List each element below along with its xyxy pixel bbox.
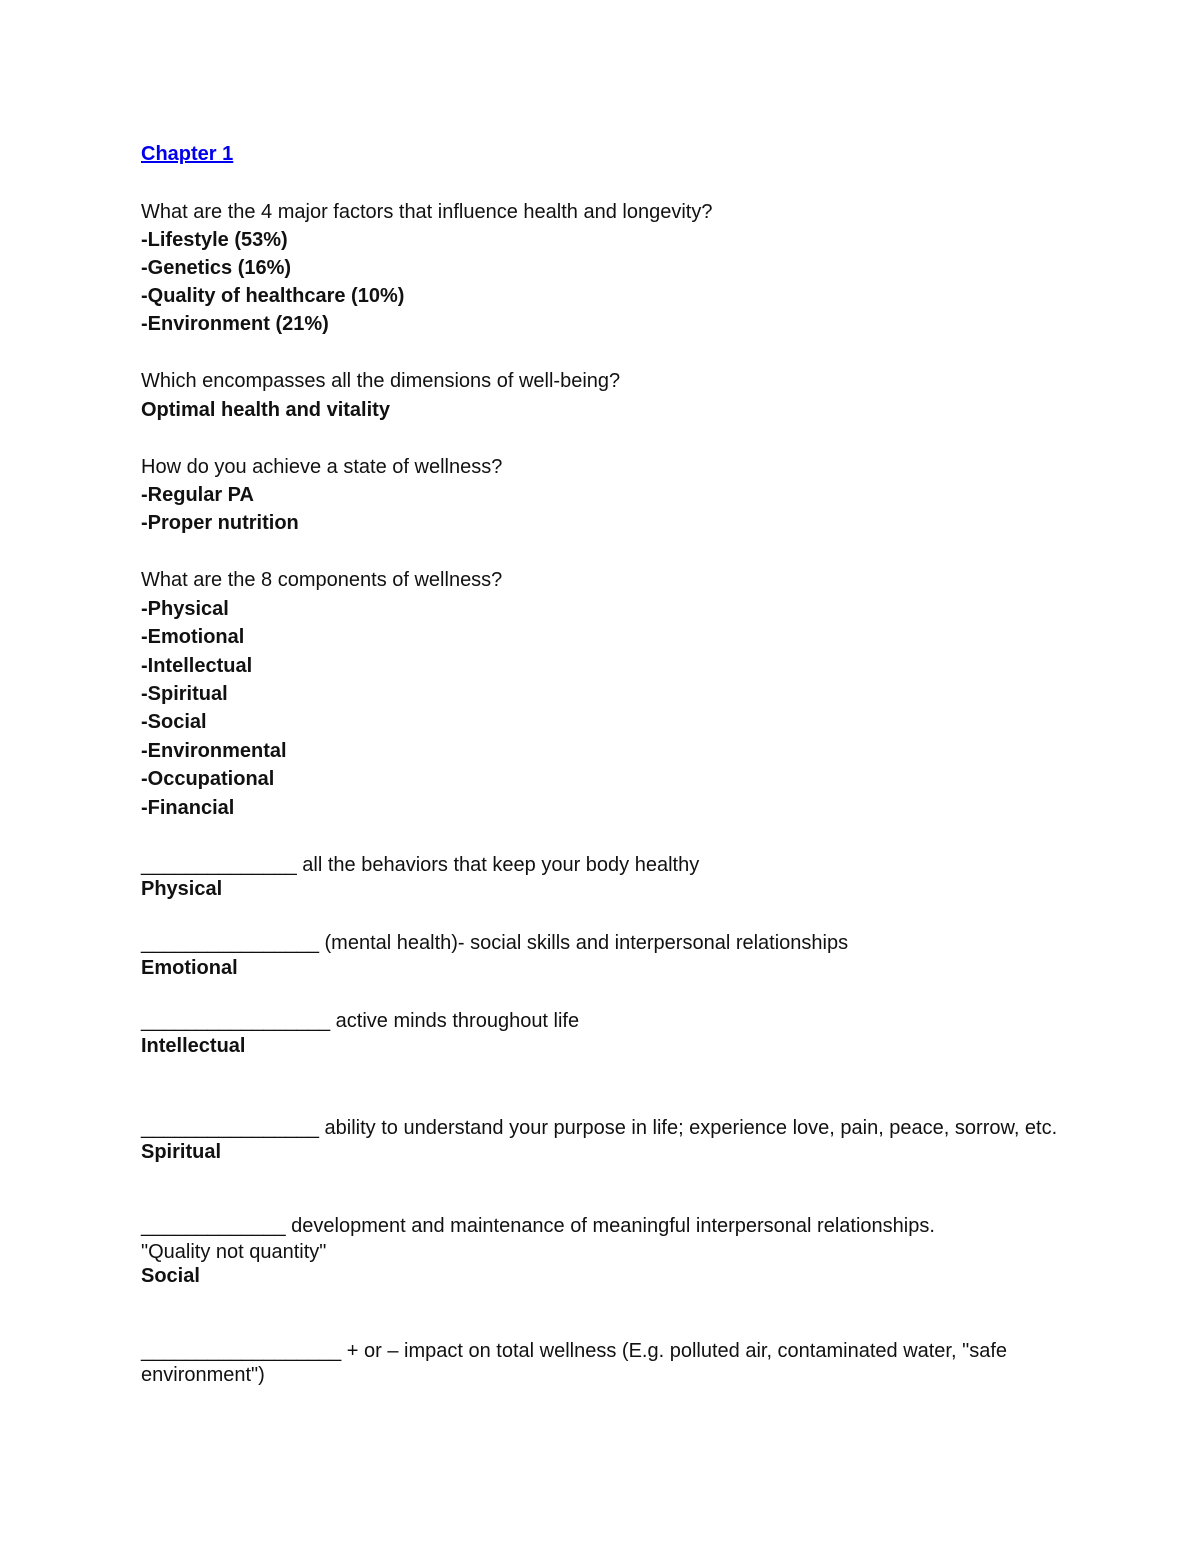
fill-in-answer: Spiritual — [141, 1141, 222, 1163]
fill-in-answer: Emotional — [141, 957, 238, 979]
question-text: How do you achieve a state of wellness? — [141, 456, 503, 478]
answer-text: -Spiritual — [141, 683, 228, 705]
answer-text: -Financial — [141, 797, 235, 819]
answer-text: -Lifestyle (53%) — [141, 229, 288, 251]
answer-text: -Regular PA — [141, 484, 254, 506]
answer-text: -Quality of healthcare (10%) — [141, 285, 405, 307]
fill-in-answer: Physical — [141, 878, 223, 900]
fill-in-prompt-continued: "Quality not quantity" — [141, 1241, 327, 1263]
question-text: What are the 8 components of wellness? — [141, 569, 503, 591]
fill-in-prompt-continued: environment") — [141, 1364, 265, 1386]
fill-in-prompt: _________________ active minds throughout life — [141, 1010, 580, 1032]
fill-in-prompt: ________________ (mental health)- social skills and interpersonal relationships — [141, 932, 849, 954]
question-text: Which encompasses all the dimensions of well-being? — [141, 370, 621, 392]
answer-text: -Environmental — [141, 740, 287, 762]
fill-in-prompt: ________________ ability to understand your purpose in life; experience love, pain, peace, sorrow, etc. — [141, 1117, 1058, 1139]
fill-in-prompt: ______________ all the behaviors that keep your body healthy — [141, 854, 700, 876]
answer-text: -Physical — [141, 598, 229, 620]
fill-in-prompt: __________________ + or – impact on total wellness (E.g. polluted air, contaminated water, "safe — [141, 1340, 1008, 1362]
answer-text: -Intellectual — [141, 655, 253, 677]
answer-text: Optimal health and vitality — [141, 399, 390, 421]
answer-text: -Social — [141, 711, 207, 733]
fill-in-prompt: _____________ development and maintenance of meaningful interpersonal relationships. — [141, 1215, 935, 1237]
answer-text: -Genetics (16%) — [141, 257, 292, 279]
question-text: What are the 4 major factors that influence health and longevity? — [141, 201, 713, 223]
fill-in-answer: Intellectual — [141, 1035, 246, 1057]
chapter-title-link[interactable]: Chapter 1 — [141, 143, 234, 165]
answer-text: -Proper nutrition — [141, 512, 299, 534]
answer-text: -Occupational — [141, 768, 275, 790]
fill-in-answer: Social — [141, 1265, 200, 1287]
answer-text: -Emotional — [141, 626, 245, 648]
answer-text: -Environment (21%) — [141, 313, 329, 335]
